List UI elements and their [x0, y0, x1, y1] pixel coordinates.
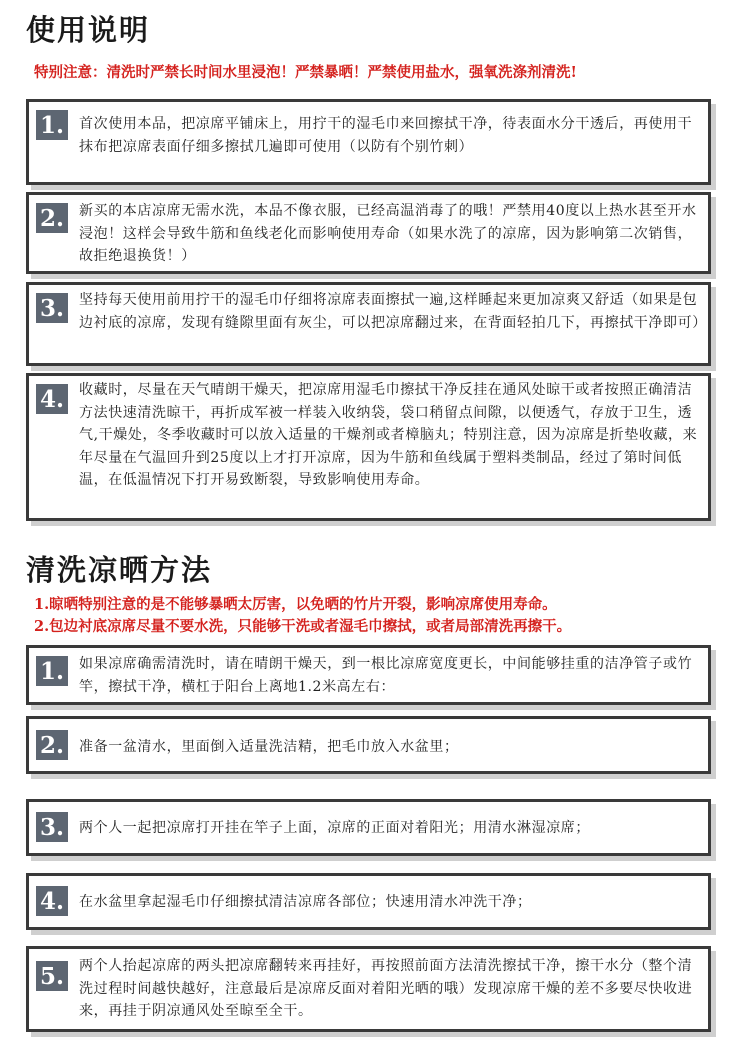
step-number-badge: 2. — [36, 203, 68, 233]
usage-item-4 — [26, 373, 711, 521]
step-number-badge: 1. — [36, 656, 68, 686]
step-number-badge: 4. — [36, 886, 68, 916]
cleaning-note-2: 2.包边衬底凉席尽量不要水洗，只能够干洗或者湿毛巾擦拭，或者局部清洗再擦干。 — [34, 618, 572, 635]
cleaning-title: 清洗凉晒方法 — [26, 553, 213, 587]
cleaning-item-text: 两个人一起把凉席打开挂在竿子上面，凉席的正面对着阳光；用清水淋湿凉席； — [79, 820, 590, 836]
usage-item-text: 新买的本店凉席无需水洗，本品不像衣服，已经高温消毒了的哦！严禁用40度以上热水甚至开水浸泡！这样会导致牛筋和鱼线老化而影响使用寿命（如果水洗了的凉席，因为影响第二次销售，故拒绝退换货！） — [79, 203, 697, 264]
cleaning-item-text: 准备一盆清水，里面倒入适量洗洁精，把毛巾放入水盆里； — [79, 739, 459, 755]
cleaning-note-1: 1.晾晒特别注意的是不能够暴晒太厉害，以免晒的竹片开裂，影响凉席使用寿命。 — [34, 596, 557, 613]
step-number-badge: 3. — [36, 293, 68, 323]
cleaning-item-text: 如果凉席确需清洗时，请在晴朗干燥天，到一根比凉席宽度更长，中间能够挂重的洁净管子或竹竿，擦拭干净，横杠于阳台上离地1.2米高左右： — [79, 656, 693, 695]
cleaning-item-3 — [26, 799, 711, 856]
step-number-badge: 5. — [36, 961, 68, 991]
usage-item-text: 首次使用本品，把凉席平铺床上，用拧干的湿毛巾来回擦拭干净，待表面水分干透后，再使用干抹布把凉席表面仔细多擦拭几遍即可使用（以防有个别竹刺） — [79, 116, 693, 155]
cleaning-item-2 — [26, 716, 711, 774]
usage-item-text: 收藏时，尽量在天气晴朗干燥天，把凉席用湿毛巾擦拭干净反挂在通风处晾干或者按照正确清洁方法快速清洗晾干，再折成军被一样装入收纳袋，袋口稍留点间隙，以便透气，存放于卫生，透气,干燥处，冬季收藏时可以放入适量的干燥剂或者樟脑丸；特别注意，因为凉席是折垫收藏，来年尽量在气温回升到25度以上才打开凉席，因为牛筋和鱼线属于塑料类制品，经过了第时间低温，在低温情况下打开易致断裂，导致影响使用寿命。 — [79, 382, 698, 488]
usage-item-text: 坚持每天使用前用拧干的湿毛巾仔细将凉席表面擦拭一遍,这样睡起来更加凉爽又舒适（如果是包边衬底的凉席，发现有缝隙里面有灰尘，可以把凉席翻过来，在背面轻拍几下，再擦拭干净即可） — [79, 292, 707, 331]
cleaning-item-5 — [26, 946, 711, 1032]
cleaning-item-1 — [26, 645, 711, 705]
cleaning-item-text: 两个人抬起凉席的两头把凉席翻转来再挂好，再按照前面方法清洗擦拭干净，擦干水分（整个清洗过程时间越快越好，注意最后是凉席反面对着阳光晒的哦）发现凉席干燥的差不多要尽快收进来，再挂于阴凉通风处至晾至全干。 — [79, 958, 693, 1019]
cleaning-item-4 — [26, 873, 711, 930]
step-number-badge: 2. — [36, 730, 68, 760]
usage-item-1 — [26, 99, 711, 185]
usage-notice: 特别注意：清洗时严禁长时间水里浸泡！严禁暴晒！严禁使用盐水，强氧洗涤剂清洗! — [34, 64, 577, 81]
cleaning-item-text: 在水盆里拿起湿毛巾仔细擦拭清洁凉席各部位；快速用清水冲洗干净； — [79, 894, 532, 910]
usage-title: 使用说明 — [26, 13, 151, 47]
step-number-badge: 4. — [36, 384, 68, 414]
usage-item-2 — [26, 192, 711, 274]
step-number-badge: 3. — [36, 812, 68, 842]
usage-item-3 — [26, 282, 711, 366]
step-number-badge: 1. — [36, 110, 68, 140]
